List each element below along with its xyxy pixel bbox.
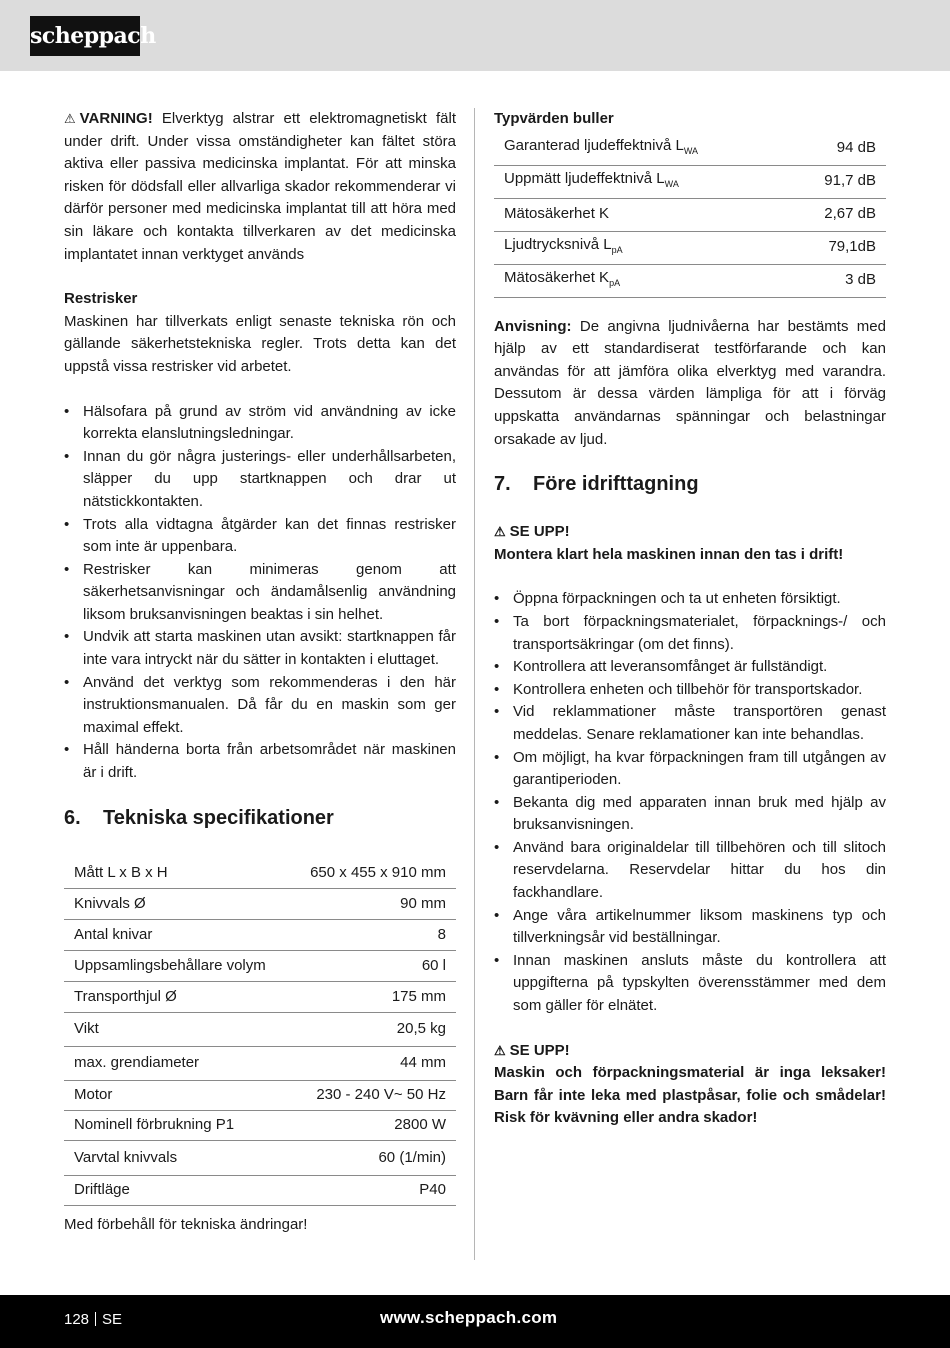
- spec-value: 175 mm: [290, 982, 456, 1013]
- spec-label: Varvtal knivvals: [64, 1141, 290, 1176]
- bullet-item: • Håll händerna borta från arbetsområdet när maskinen är i drift.: [64, 739, 456, 784]
- noise-value: 79,1dB: [788, 231, 886, 264]
- language-code: SE: [102, 1311, 123, 1328]
- spec-label: Driftläge: [64, 1176, 290, 1206]
- column-divider: [474, 108, 475, 1260]
- bullet-item: • Om möjligt, ha kvar förpackningen fram till utgången av garantiperioden.: [494, 747, 886, 792]
- noise-row: [494, 231, 886, 264]
- spec-value: 44 mm: [290, 1047, 456, 1081]
- spec-row: [64, 1141, 456, 1176]
- bullet-item: • Restrisker kan minimeras genom att säkerhetsanvisningar och ändamålsenlig användning liksom bruksanvisningen beaktas i sin helhet.: [64, 559, 456, 627]
- bullet-item: • Innan maskinen ansluts måste du kontrollera att uppgifterna på typskylten överensstämmer med dem som gäller för elnätet.: [494, 950, 886, 1018]
- noise-row: [494, 133, 886, 166]
- spec-row: [64, 951, 456, 982]
- spec-label: Motor: [64, 1081, 290, 1111]
- warning-text: Elverktyg alstrar ett elektromagnetiskt fält under drift. Under vissa omständigheter kan fältet störa aktiva eller passiva medicinska implantat. För att minska risken för dödsfall eller allvarliga skador rekommenderar vi därför personer med medicinska implantat till att höra med sin läkare och kontakta tillverkaren av det medicinska implantatet innan verktyget används: [64, 110, 456, 263]
- spec-label: Nominell förbrukning P1: [64, 1111, 290, 1141]
- spec-label: Knivvals Ø: [64, 889, 290, 920]
- bullet-item: • Innan du gör några justerings- eller underhållsarbeten, släpper du upp startknappen och drar ut nätstickkontakten.: [64, 446, 456, 514]
- note-text: De angivna ljudnivåerna har bestämts med hjälp av ett standardiserat testförfarande och kan användas för att jämföra olika elverktyg med varandra. Dessutom är dessa värden lämpliga för att i förväg uppskatta användarnas spänningar och belastningar orsakade av ljud.: [494, 317, 886, 448]
- bullet-item: • Kontrollera enheten och tillbehör för transportskador.: [494, 679, 886, 702]
- restrisk-title: Restrisker: [64, 290, 138, 308]
- bullet-item: • Trots alla vidtagna åtgärder kan det finnas restrisker som inte är uppenbara.: [64, 514, 456, 559]
- bullet-item: • Bekanta dig med apparaten innan bruk med hjälp av bruksanvisningen.: [494, 792, 886, 837]
- noise-label-cell: [494, 165, 788, 198]
- preparation-list: [494, 588, 886, 1017]
- spec-value: 2800 W: [290, 1111, 456, 1141]
- spec-label: Vikt: [64, 1013, 290, 1047]
- bullet-item: • Undvik att starta maskinen utan avsikt: startknappen får inte vara intryckt när du sätter in kontakten i eluttaget.: [64, 626, 456, 671]
- spec-row: [64, 1013, 456, 1047]
- spec-row: [64, 1111, 456, 1141]
- noise-value: 2,67 dB: [788, 198, 886, 231]
- caution-1-label-row: [494, 521, 886, 544]
- spec-label: Antal knivar: [64, 920, 290, 951]
- page-indicator: [64, 1311, 122, 1328]
- noise-label-cell: [494, 231, 788, 264]
- bullet-item: • Vid reklammationer måste transportören genast meddelas. Senare reklamationer kan inte behandlas.: [494, 701, 886, 746]
- page-number: 128: [64, 1311, 90, 1328]
- noise-label-subscript: WA: [664, 178, 679, 189]
- noise-label-subscript: WA: [683, 145, 699, 156]
- noise-label-cell: [494, 264, 788, 297]
- bullet-item: • Hälsofara på grund av ström vid användning av icke korrekta elanslutningsledningar.: [64, 401, 456, 446]
- bullet-item: • Ange våra artikelnummer liksom maskinens typ och tillverkningsår vid beställningar.: [494, 905, 886, 950]
- noise-value: 91,7 dB: [788, 165, 886, 198]
- spec-row: [64, 920, 456, 951]
- noise-label: Mätosäkerhet K: [504, 205, 610, 223]
- spec-value: 60 l: [290, 951, 456, 982]
- noise-row: [494, 264, 886, 297]
- spec-label: Transporthjul Ø: [64, 982, 290, 1013]
- caution-1-text: Montera klart hela maskinen innan den tas i drift!: [494, 545, 844, 563]
- noise-label: Mätosäkerhet K: [504, 268, 610, 286]
- spec-label: max. grendiameter: [64, 1047, 290, 1081]
- spec-row: [64, 1047, 456, 1081]
- warning-paragraph: [64, 108, 456, 266]
- restrisk-text: Maskinen har tillverkats enligt senaste tekniska rön och gällande säkerhetstekniska regler. Trots detta kan det uppstå vissa restrisker vid arbetet.: [64, 312, 456, 375]
- section-7-title: Före idrifttagning: [533, 473, 699, 496]
- bullet-item: • Öppna förpackningen och ta ut enheten försiktigt.: [494, 588, 886, 611]
- left-column: [64, 108, 456, 1237]
- spec-value: 8: [290, 920, 456, 951]
- section-6-title: Tekniska specifikationer: [103, 806, 334, 829]
- warning-triangle-icon: ⚠: [64, 111, 76, 126]
- caution-2-text: Maskin och förpackningsmaterial är inga leksaker! Barn får inte leka med plastpåsar, folie och smådelar! Risk för kvävning eller andra skador!: [494, 1064, 886, 1127]
- footer-bar: [0, 1295, 950, 1348]
- noise-label-cell: [494, 198, 788, 231]
- noise-row: [494, 165, 886, 198]
- spec-value: P40: [290, 1176, 456, 1206]
- noise-value: 3 dB: [788, 264, 886, 297]
- caution-2-label-row: [494, 1040, 886, 1063]
- warning-triangle-icon: ⚠: [494, 524, 506, 540]
- spec-table: [64, 859, 456, 1207]
- spec-label: Uppsamlingsbehållare volym: [64, 951, 290, 982]
- noise-label: Uppmätt ljudeffektnivå L: [504, 169, 665, 187]
- bullet-item: • Kontrollera att leveransomfånget är fullständigt.: [494, 656, 886, 679]
- spec-value: 60 (1/min): [290, 1141, 456, 1176]
- noise-label: Ljudtrycksnivå L: [504, 235, 612, 253]
- noise-label: Garanterad ljudeffektnivå L: [504, 136, 684, 154]
- page-separator: [95, 1312, 96, 1326]
- restrisk-list: [64, 401, 456, 785]
- noise-label-subscript: pA: [609, 277, 621, 288]
- section-6-number: 6.: [64, 806, 81, 829]
- note-paragraph: [494, 316, 886, 452]
- spec-row: [64, 889, 456, 920]
- section-7-number: 7.: [494, 473, 511, 496]
- spec-row: [64, 859, 456, 889]
- caution-2-label: SE UPP!: [509, 1041, 570, 1059]
- spec-row: [64, 1176, 456, 1206]
- noise-label-subscript: pA: [611, 244, 623, 255]
- spec-label: Mått L x B x H: [64, 859, 290, 889]
- warning-label: VARNING!: [79, 110, 153, 127]
- caution-1-label: SE UPP!: [509, 523, 570, 541]
- spec-note: Med förbehåll för tekniska ändringar!: [64, 1216, 308, 1234]
- noise-row: [494, 198, 886, 231]
- spec-row: [64, 982, 456, 1013]
- spec-value: 20,5 kg: [290, 1013, 456, 1047]
- website-url: www.scheppach.com: [380, 1308, 558, 1327]
- noise-label-cell: [494, 133, 788, 166]
- bullet-item: • Använd bara originaldelar till tillbehören och till slitoch reservdelarna. Reservdelar hittar du hos din fackhandlare.: [494, 837, 886, 905]
- bullet-item: • Ta bort förpackningsmaterialet, förpacknings-/ och transportsäkringar (om det finns).: [494, 611, 886, 656]
- noise-value: 94 dB: [788, 133, 886, 166]
- noise-table: [494, 133, 886, 298]
- spec-value: 650 x 455 x 910 mm: [290, 859, 456, 889]
- right-column: [494, 108, 886, 1130]
- bullet-item: • Använd det verktyg som rekommenderas i den här instruktionsmanualen. Då får du en maskin som ger maximal effekt.: [64, 672, 456, 740]
- spec-row: [64, 1081, 456, 1111]
- section-6-heading: [64, 805, 456, 831]
- warning-triangle-icon: ⚠: [494, 1042, 506, 1058]
- header-bar: [0, 0, 950, 71]
- brand-logo: scheppach: [30, 16, 140, 56]
- spec-value: 230 - 240 V~ 50 Hz: [290, 1081, 456, 1111]
- section-7-heading: [494, 471, 886, 497]
- spec-value: 90 mm: [290, 889, 456, 920]
- noise-title: Typvärden buller: [494, 110, 614, 127]
- note-label: Anvisning:: [494, 317, 572, 335]
